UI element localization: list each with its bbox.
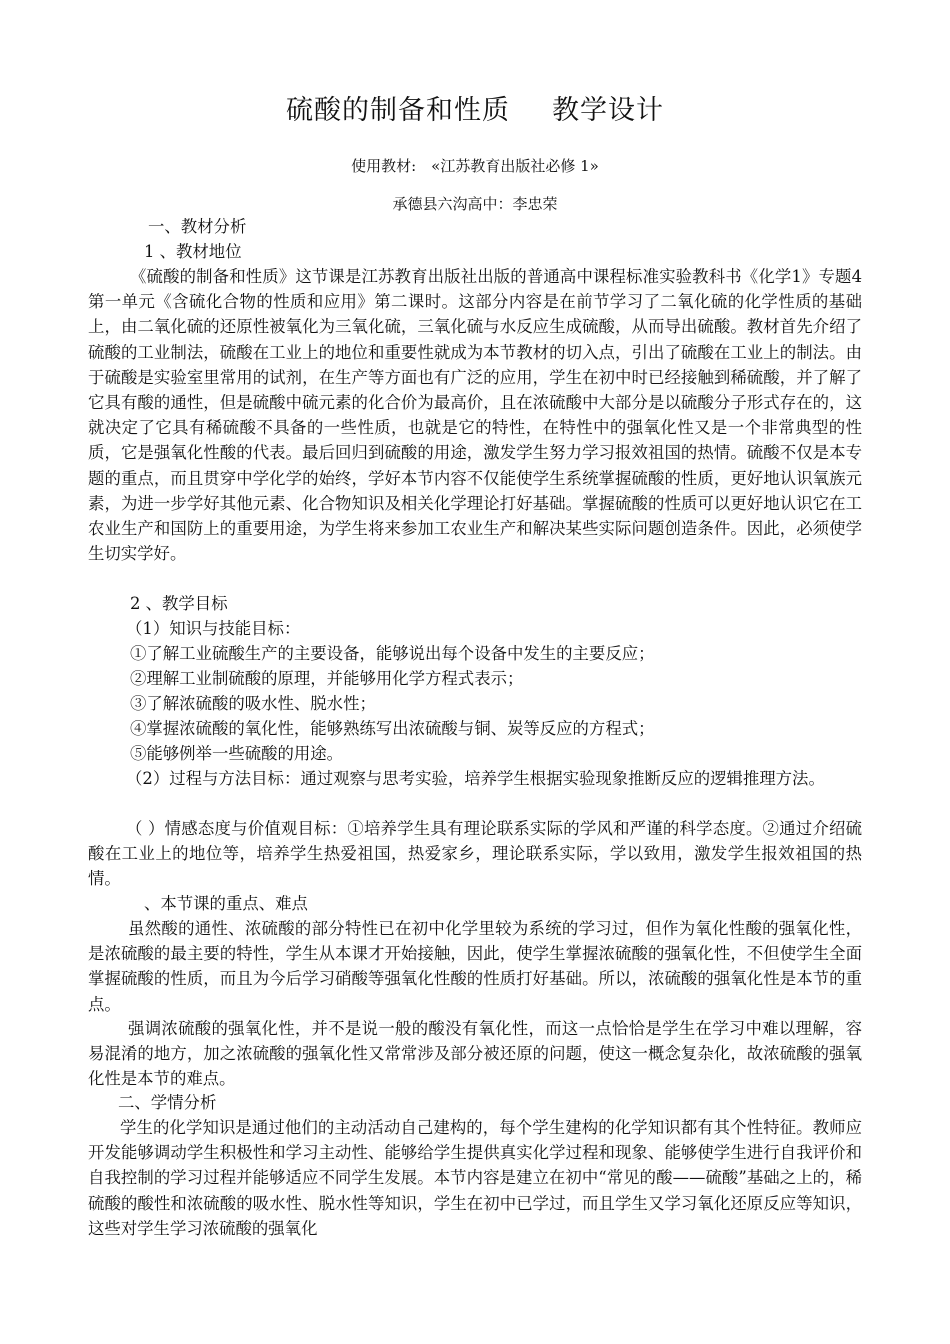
heading-key-difficult-points: 、本节课的重点、难点	[144, 894, 308, 913]
heading-textbook-status: 1 、教材地位	[144, 242, 242, 261]
title-sub: 教学设计	[552, 95, 664, 126]
heading-student-analysis: 二、学情分析	[118, 1093, 217, 1112]
goal-knowledge-skills: （1）知识与技能目标：	[126, 619, 301, 638]
goal-item-5: ⑤能够例举一些硫酸的用途。	[130, 744, 344, 763]
paragraph-textbook-status: 《硫酸的制备和性质》这节课是江苏教育出版社出版的普通高中课程标准实验教科书《化学1》专题4第一单元《含硫化合物的性质和应用》第二课时。这部分内容是在前节学习了二氧化硫的化学性质的基础上，由二氧化硫的还原性被氧化为三氧化硫，三氧化硫与水反应生成硫酸，从而导出硫酸。教材首先介绍了硫酸的工业制法，硫酸在工业上的地位和重要性就成为本节教材的切入点，引出了硫酸在工业上的制法。由于硫酸是实验室里常用的试剂，在生产等方面也有广泛的应用，学生在初中时已经接触到稀硫酸，并了解了它具有酸的通性，但是硫酸中硫元素的化合价为最高价，且在浓硫酸中大部分是以硫酸分子形式存在的，这就决定了它具有稀硫酸不具备的一些性质，也就是它的特性，在特性中的强氧化性又是一个非常典型的性质，它是强氧化性酸的代表。最后回归到硫酸的用途，激发学生努力学习报效祖国的热情。硫酸不仅是本专题的重点，而且贯穿中学化学的始终，学好本节内容不仅能使学生系统掌握硫酸的性质，更好地认识氧族元素，为进一步学好其他元素、化合物知识及相关化学理论打好基础。掌握硫酸的性质可以更好地认识它在工农业生产和国防上的重要用途，为学生将来参加工农业生产和解决某些实际问题创造条件。因此，必须使学生切实学好。	[88, 267, 862, 564]
goal-emotion-values: （ ）情感态度与价值观目标：①培养学生具有理论联系实际的学风和严谨的科学态度。②通过介绍硫酸在工业上的地位等，培养学生热爱祖国，热爱家乡，理论联系实际，学以致用，激发学生报效祖国的热情。	[88, 819, 862, 889]
heading-teaching-goals: 2 、教学目标	[130, 594, 228, 613]
goal-item-4: ④掌握浓硫酸的氧化性，能够熟练写出浓硫酸与铜、炭等反应的方程式；	[130, 719, 655, 738]
paragraph-student-analysis: 学生的化学知识是通过他们的主动活动自己建构的，每个学生建构的化学知识都有其个性特征。教师应开发能够调动学生积极性和学习主动性、能够给学生提供真实化学过程和现象、能够使学生进行自我评价和自我控制的学习过程并能够适应不同学生发展。本节内容是建立在初中“常见的酸——硫酸”基础之上的，稀硫酸的酸性和浓硫酸的吸水性、脱水性等知识，学生在初中已学过，而且学生又学习氧化还原反应等知识，这些对学生学习浓硫酸的强氧化	[88, 1118, 862, 1238]
goal-item-2: ②理解工业制硫酸的原理，并能够用化学方程式表示；	[130, 669, 524, 688]
goal-item-1: ①了解工业硫酸生产的主要设备，能够说出每个设备中发生的主要反应；	[130, 644, 655, 663]
document-title	[88, 88, 862, 127]
title-main: 硫酸的制备和性质	[286, 95, 510, 126]
goal-process-methods: （2）过程与方法目标：通过观察与思考实验，培养学生根据实验现象推断反应的逻辑推理方法。	[126, 769, 825, 788]
goal-item-3: ③了解浓硫酸的吸水性、脱水性；	[130, 694, 376, 713]
textbook-info: 使用教材: «江苏教育出版社必修 1»	[351, 157, 599, 175]
paragraph-difficult-points: 强调浓硫酸的强氧化性，并不是说一般的酸没有氧化性，而这一点恰恰是学生在学习中难以理解，容易混淆的地方，加之浓硫酸的强氧化性又常常涉及部分被还原的问题，使这一概念复杂化，故浓硫酸的强氧化性是本节的难点。	[88, 1019, 862, 1089]
heading-textbook-analysis: 一、教材分析	[148, 217, 247, 236]
paragraph-key-points: 虽然酸的通性、浓硫酸的部分特性已在初中化学里较为系统的学习过，但作为氧化性酸的强氧化性，是浓硫酸的最主要的特性，学生从本课才开始接触，因此，使学生掌握浓硫酸的强氧化性，不但使学生全面掌握硫酸的性质，而且为今后学习硝酸等强氧化性酸的性质打好基础。所以，浓硫酸的强氧化性是本节的重点。	[88, 919, 862, 1014]
author-info: 承德县六沟高中：李忠荣	[392, 195, 558, 213]
